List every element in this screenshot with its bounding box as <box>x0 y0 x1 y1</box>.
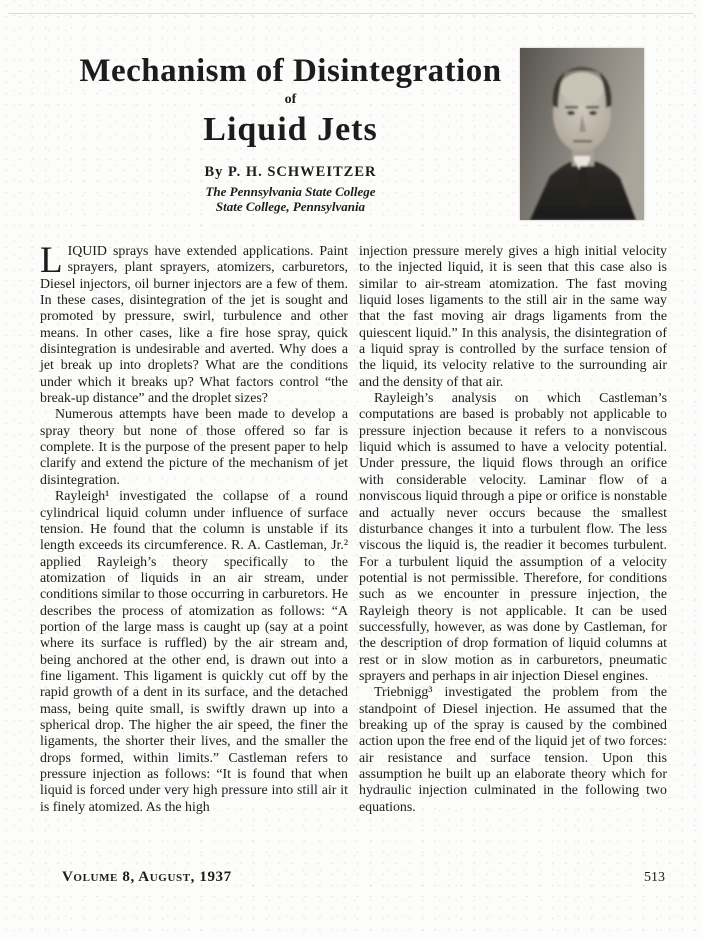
drop-cap: L <box>40 240 63 281</box>
paragraph: Numerous attempts have been made to develop a spray theory but none of those offered so far is complete. It is the purpose of the present paper to help clarify and extend the picture of the mechanism of jet disintegration. <box>40 407 348 488</box>
paragraph-continuation: injection pressure merely gives a high initial velocity to the injected liquid, it is seen that this case also is similar to air-stream atomization. The fast moving liquid loses ligaments to the still air in the same way that the fast moving air drags ligaments from the quiescent liquid.” In this analysis, the disintegration of a liquid spray is controlled by the surface tension of the liquid, its velocity relative to the surrounding air and the density of that air. <box>359 244 667 390</box>
column-left <box>40 240 348 816</box>
article-title-line-1: Mechanism of Disintegration <box>79 53 502 89</box>
footer-volume-line: Volume 8, August, 1937 <box>62 869 232 885</box>
affiliation-line-2: State College, Pennsylvania <box>215 199 366 214</box>
author-byline: By P. H. SCHWEITZER <box>204 164 377 180</box>
paragraph: Rayleigh¹ investigated the collapse of a round cylindrical liquid column under influence of surface tension. He found that the column is unstable if its length exceeds its circumference. R. A. Castleman, Jr.² applied Rayleigh’s theory specifically to the atomization of liquids in an air stream, under conditions similar to those occurring in carburetors. He describes the process of atomization as follows: “A portion of the large mass is caught up (say at a point where its surface is ruffled) by the air stream and, being anchored at the other end, is drawn out into a fine ligament. This ligament is quickly cut off by the rapid growth of a dent in its surface, and the detached mass, being quite small, is swiftly drawn up into a spherical drop. The higher the air speed, the finer the ligaments, the shorter their lives, and the smaller the drops formed, within limits.” Castleman refers to pressure injection as follows: “It is found that when liquid is forced under very high pressure into still air it is finely atomized. As the high <box>40 489 348 815</box>
paragraph-lead <box>40 240 348 407</box>
paragraph: Rayleigh’s analysis on which Castleman’s computations are based is probably not applicable to pressure injection because it refers to a nonviscous liquid which is assumed to have a velocity potential. Under pressure, the liquid flows through an orifice with considerable velocity. Laminar flow of a nonviscous liquid through a pipe or orifice is nonstable and actually never occurs because the smallest disturbance changes it into a turbulent flow. The less viscous the liquid is, the readier it becomes turbulent. For a turbulent liquid the assumption of a velocity potential is not permissible. Therefore, for conditions such as we encounter in pressure injection, the Rayleigh theory is not applicable. It can be used successfully, however, as was done by Castleman, for the description of drop formation of liquid columns at rest or in slow motion as in carburetors, pneumatic sprayers and perhaps in air injection Diesel engines. <box>359 391 667 684</box>
portrait-photo-graphic <box>520 48 644 220</box>
article-title-line-2: Liquid Jets <box>203 111 378 148</box>
affiliation-line-1: The Pennsylvania State College <box>205 184 376 199</box>
article-title-connector: of <box>284 92 297 107</box>
paragraph-text: IQUID sprays have extended applications. Paint sprayers, plant sprayers, atomizers, carburetors, Diesel injectors, oil burner injectors are a few of them. In these cases, disintegration of the jet is sought and promoted by pressure, swirl, turbulence and other means. In other cases, like a fire hose spray, quick disintegration is undesirable and averted. Why does a jet break up into droplets? What are the conditions under which it breaks up? What factors control “the break-up distance” and the droplet sizes? <box>40 244 348 407</box>
article-columns <box>40 240 667 816</box>
column-right <box>359 244 667 816</box>
article-header <box>58 54 523 214</box>
scan-edge-line <box>8 13 693 14</box>
author-portrait-photo <box>520 48 644 220</box>
paragraph: Triebnigg³ investigated the problem from the standpoint of Diesel injection. He assumed that the breaking up of the spray is caused by the combined action upon the free end of the liquid jet of two forces: air resistance and surface tension. Upon this assumption he built up an elaborate theory which for hydraulic injection culminated in the following two equations. <box>359 685 667 815</box>
footer-page-number: 513 <box>644 870 665 885</box>
